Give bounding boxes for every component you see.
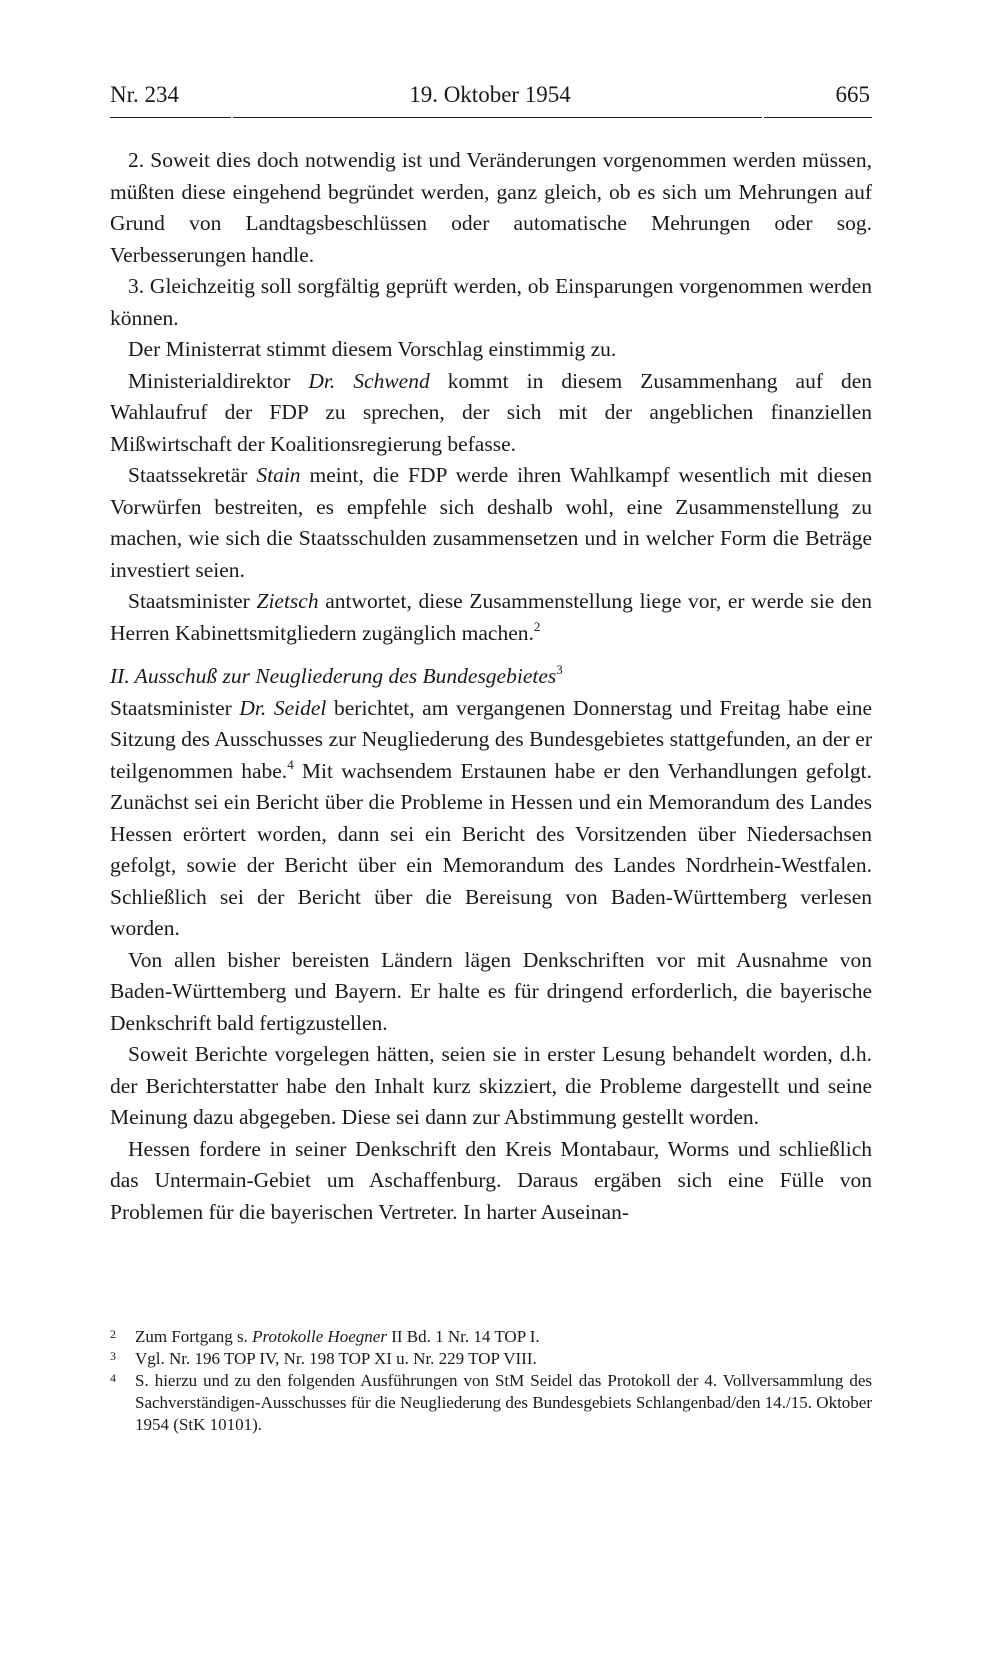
person-name: Stain — [256, 463, 301, 487]
footnote-ref[interactable]: 3 — [556, 662, 563, 677]
paragraph: 2. Soweit dies doch notwendig ist und Veränderungen vorgenommen werden müssen, müßten diese eingehend begründet werden, ganz gleich, ob es sich um Mehrungen auf Grund von Landtagsbeschlüssen oder automatische Mehrungen oder sog. Verbesserungen handle. — [110, 148, 872, 267]
footnote: 3 Vgl. Nr. 196 TOP IV, Nr. 198 TOP XI u. Nr. 229 TOP VIII. — [110, 1348, 872, 1370]
paragraph: Staatssekretär Stain meint, die FDP werde ihren Wahlkampf wesentlich mit diesen Vorwürfen bestreiten, es empfehle sich deshalb wohl, eine Zusammenstellung zu machen, wie sich die Staatsschulden zusammensetzen und in welcher Form die Beträge investiert seien. — [110, 463, 872, 582]
paragraph: Staatsminister Zietsch antwortet, diese Zusammenstellung liege vor, er werde sie den Herren Kabinettsmitgliedern zugänglich machen.$^2$ — [110, 589, 872, 645]
running-header — [110, 82, 870, 118]
header-date: 19. Oktober 1954 — [409, 82, 571, 107]
person-name: Zietsch — [256, 589, 319, 613]
document-number: Nr. 234 — [110, 82, 179, 107]
paragraph: Staatsminister Dr. Seidel berichtet, am vergangenen Donnerstag und Freitag habe eine Sitzung des Ausschusses zur Neugliederung des Bundesgebietes stattgefunden, an der er teilgenommen habe.$^4$ Mit wachsendem Erstaunen habe er den Verhandlungen gefolgt. Zunächst sei ein Bericht über die Probleme in Hessen und ein Memorandum des Landes Hessen erörtert worden, dann sei ein Bericht des Vorsitzenden über Niedersachsen gefolgt, sowie der Bericht über ein Memorandum des Landes Nordrhein-Westfalen. Schließlich sei der Bericht über die Bereisung von Baden-Württemberg verlesen worden. — [110, 695, 872, 940]
paragraph: Hessen fordere in seiner Denkschrift den Kreis Montabaur, Worms und schließlich das Untermain-Gebiet um Aschaffenburg. Daraus ergäben sich eine Fülle von Problemen für die bayerischen Vertreter. In harter Auseinan- — [110, 1136, 872, 1224]
footnotes — [110, 1326, 872, 1436]
footnote-number: 3 — [110, 1349, 116, 1363]
footnote: 4 S. hierzu und zu den folgenden Ausführungen von StM Seidel das Protokoll der 4. Vollversammlung des Sachverständigen-Ausschusses für die Neugliederung des Bundesgebiets Schlangenbad/den 14./15. Oktober 1954 (StK 10101). — [110, 1370, 872, 1436]
paragraph: Soweit Berichte vorgelegen hätten, seien sie in erster Lesung behandelt worden, d.h. der Berichterstatter habe den Inhalt kurz skizziert, die Probleme dargestellt und seine Meinung dazu abgegeben. Diese sei dann zur Abstimmung gestellt worden. — [110, 1042, 872, 1129]
footnote-ref[interactable]: 4 — [287, 756, 294, 772]
footnote-ref[interactable]: 2 — [533, 618, 541, 634]
header-rule — [110, 117, 872, 118]
paragraph: Der Ministerrat stimmt diesem Vorschlag einstimmig zu. — [128, 337, 617, 361]
footnote: 2 Zum Fortgang s. Protokolle Hoegner II Bd. 1 Nr. 14 TOP I. — [110, 1326, 872, 1348]
section-heading: II. Ausschuß zur Neugliederung des Bundesgebietes$^3$ — [110, 662, 563, 688]
footnote-number: 2 — [110, 1327, 116, 1341]
person-name: Dr. Schwend — [308, 368, 430, 393]
paragraph: Ministerialdirektor Dr. Schwend kommt in diesem Zusammenhang auf den Wahlaufruf der FDP zu sprechen, der sich mit der angeblichen finanziellen Mißwirtschaft der Koalitionsregierung befasse. — [110, 368, 873, 456]
person-name: Dr. Seidel — [239, 695, 327, 720]
main-text — [110, 145, 872, 1228]
paragraph: 3. Gleichzeitig soll sorgfältig geprüft werden, ob Einsparungen vorgenommen werden können. — [110, 274, 872, 330]
page-number: 665 — [835, 82, 870, 107]
footnote-number: 4 — [110, 1371, 116, 1385]
paragraph: Von allen bisher bereisten Ländern lägen Denkschriften vor mit Ausnahme von Baden-Württemberg und Bayern. Er halte es für dringend erforderlich, die bayerische Denkschrift bald fertigzustellen. — [110, 947, 872, 1035]
